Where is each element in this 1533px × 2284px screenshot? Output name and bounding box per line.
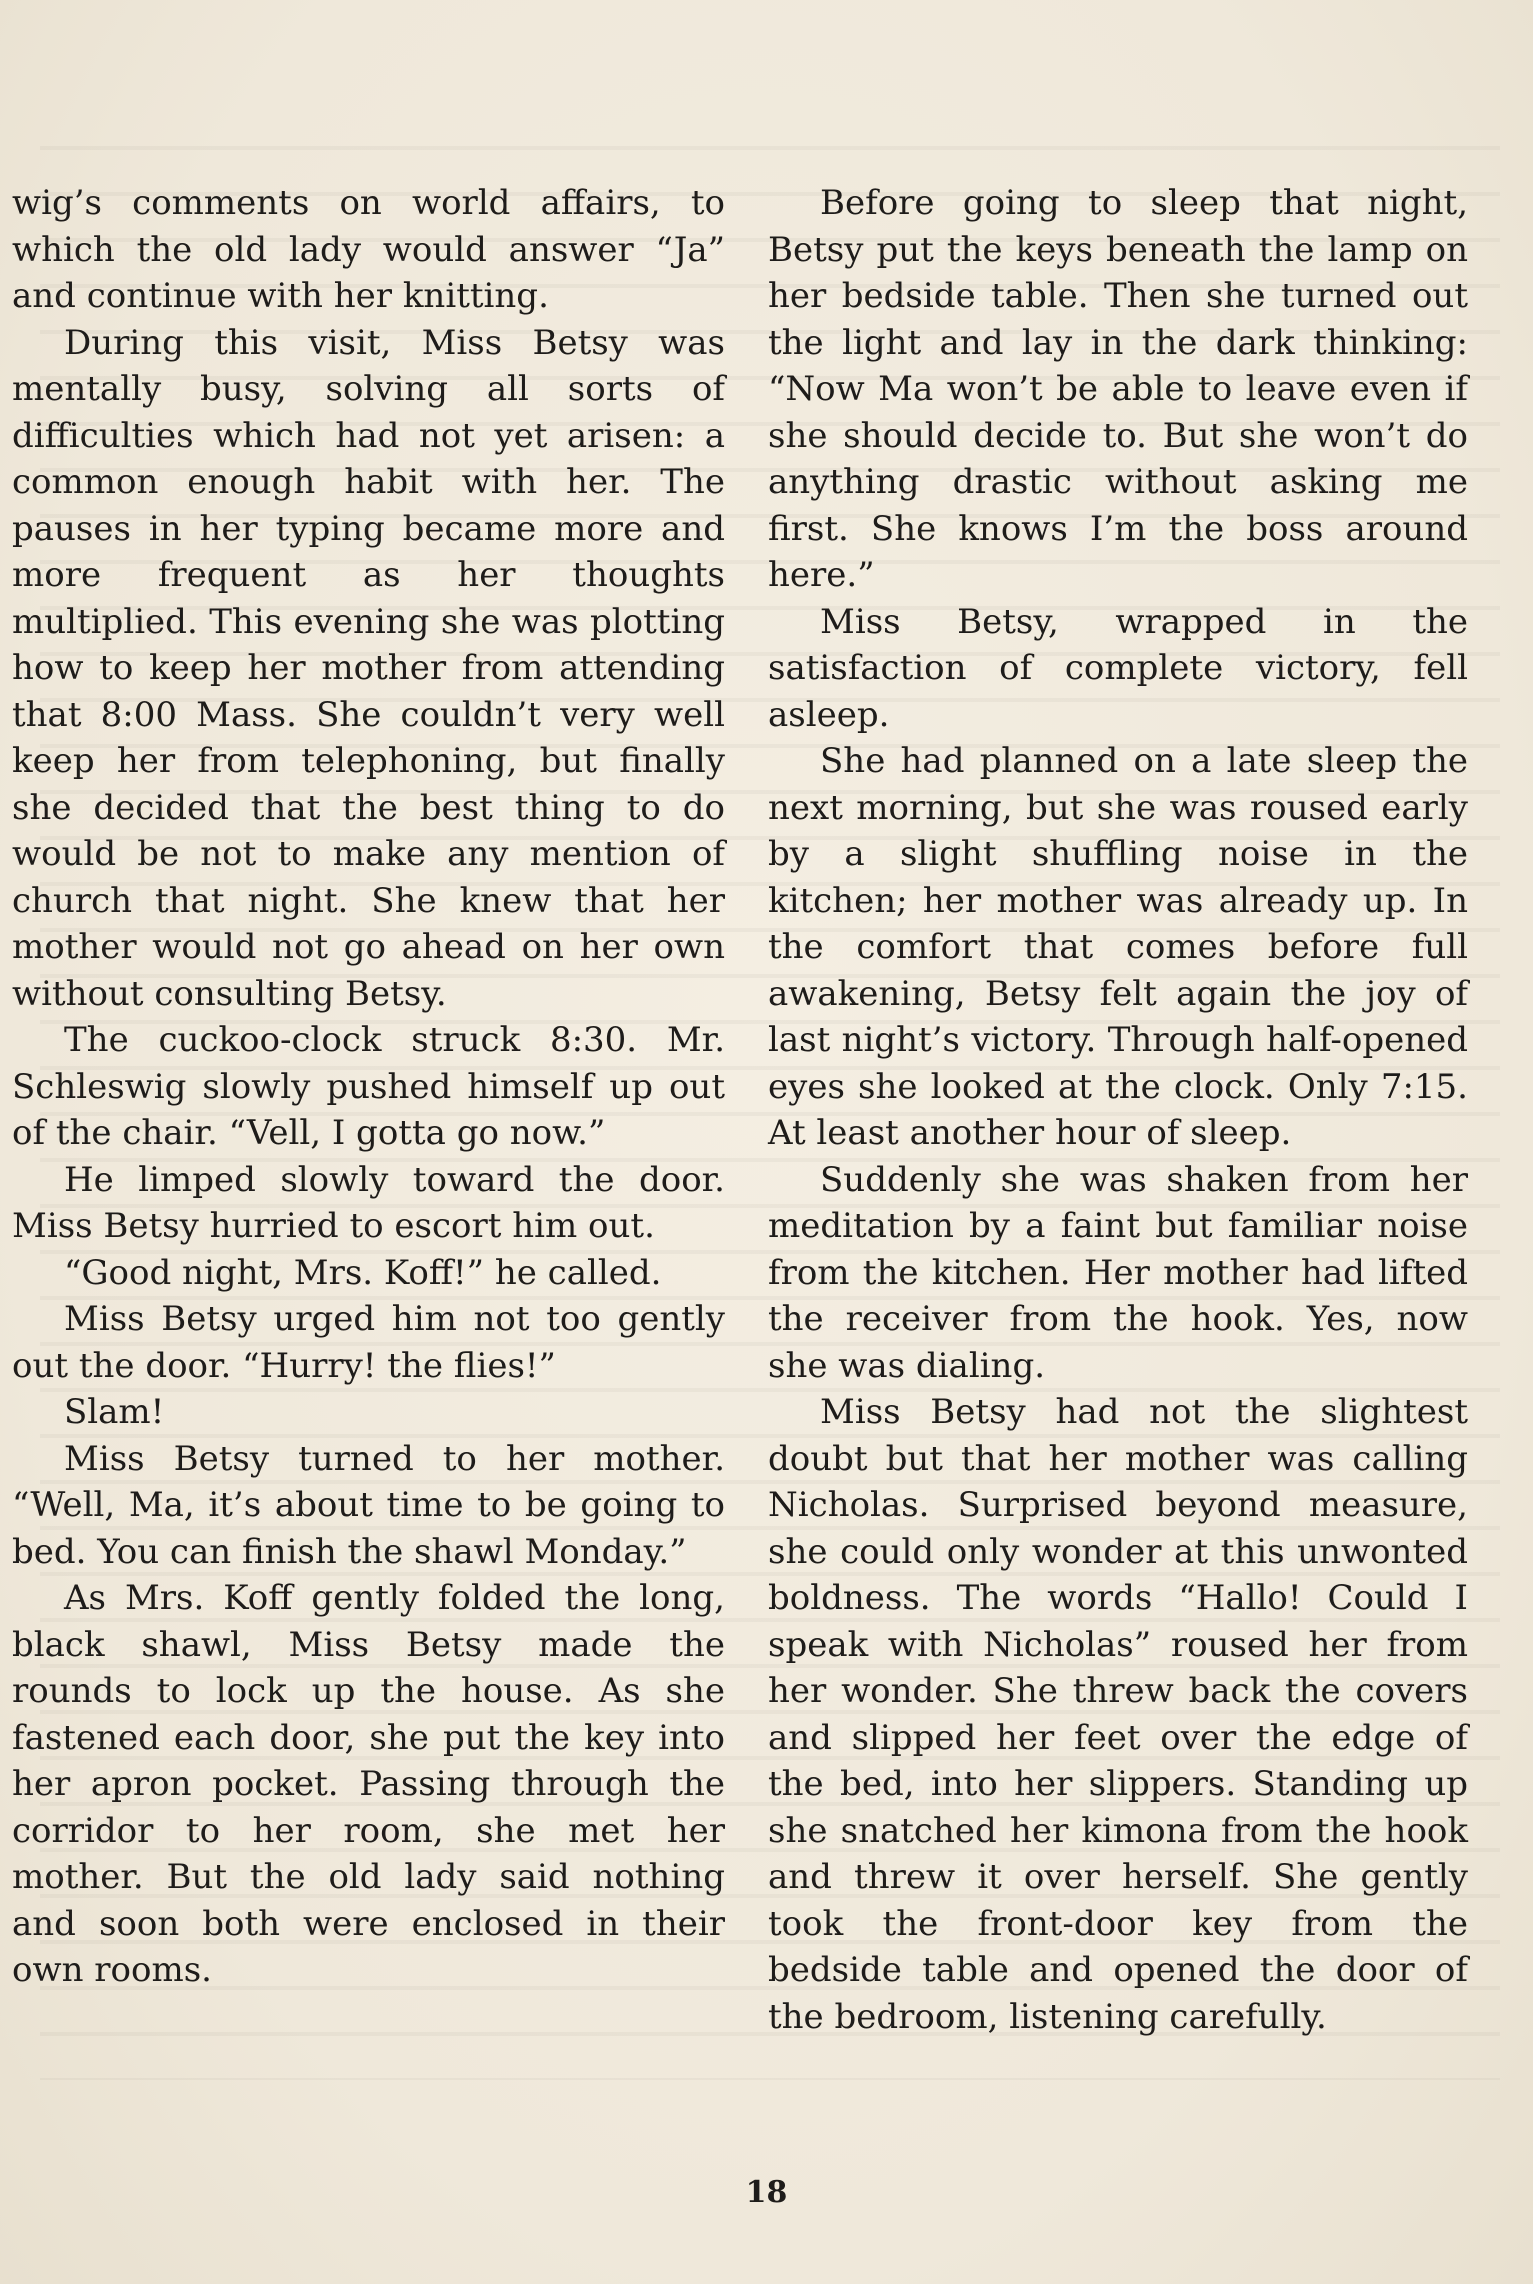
paragraph: The cuckoo-clock struck 8:30. Mr. Schleswig slowly pushed himself up out of the chair. “Vell, I gotta go now.” bbox=[12, 1020, 725, 1153]
paragraph: “Good night, Mrs. Koff!” he called. bbox=[64, 1252, 662, 1293]
paragraph: He limped slowly toward the door. Miss Betsy hurried to escort him out. bbox=[12, 1159, 725, 1246]
paragraph: Miss Betsy turned to her mother. “Well, Ma, it’s about time to be going to bed. You can finish the shawl Monday.” bbox=[12, 1438, 725, 1572]
page-number: 18 bbox=[745, 2175, 788, 2210]
paragraph: Suddenly she was shaken from her meditation by a faint but familiar noise from the kitchen. Her mother had lifted the receiver from the hook. Yes, now she was dialing. bbox=[768, 1159, 1468, 1386]
paragraph: Before going to sleep that night, Betsy put the keys beneath the lamp on her bedside table. Then she turned out the light and lay in the dark thinking: “Now Ma won’t be able to leave even if she should decide to. But she won’t do anything drastic without asking me first. She knows I’m the boss around here.” bbox=[768, 183, 1468, 595]
paragraph: Miss Betsy urged him not too gently out the door. “Hurry! the flies!” bbox=[12, 1299, 725, 1386]
paragraph: During this visit, Miss Betsy was mentally busy, solving all sorts of difficulties which had not yet arisen: a common enough habit with her. The pauses in her typing became more and more frequent as her thoughts multiplied. This evening she was plotting how to keep her mother from attending that 8:00 Mass. She couldn’t very well keep her from telephoning, but finally she decided that the best thing to do would be not to make any mention of church that night. She knew that her mother would not go ahead on her own without consulting Betsy. bbox=[12, 322, 725, 1014]
right-text-column bbox=[768, 180, 1468, 2040]
paragraph: As Mrs. Koff gently folded the long, black shawl, Miss Betsy made the rounds to lock up the house. As she fastened each door, she put the key into her apron pocket. Passing through the corridor to her room, she met her mother. But the old lady said nothing and soon both were enclosed in their own rooms. bbox=[12, 1578, 725, 1990]
left-text-column bbox=[12, 180, 725, 1994]
paragraph: She had planned on a late sleep the next morning, but she was roused early by a slight shuffling noise in the kitchen; her mother was already up. In the comfort that comes before full awakening, Betsy felt again the joy of last night’s victory. Through half-opened eyes she looked at the clock. Only 7:15. At least another hour of sleep. bbox=[768, 741, 1468, 1153]
paragraph: Miss Betsy had not the slightest doubt but that her mother was calling Nicholas. Surprised beyond measure, she could only wonder at this unwonted boldness. The words “Hallo! Could I speak with Nicholas” roused her from her wonder. She threw back the covers and slipped her feet over the edge of the bed, into her slippers. Standing up she snatched her kimona from the hook and threw it over herself. She gently took the front-door key from the bedside table and opened the door of the bedroom, listening carefully. bbox=[768, 1392, 1468, 2037]
paragraph: Slam! bbox=[64, 1392, 165, 1432]
paragraph: Miss Betsy, wrapped in the satisfaction of complete victory, fell asleep. bbox=[768, 601, 1468, 735]
paragraph: wig’s comments on world affairs, to which the old lady would answer “Ja” and continue with her knitting. bbox=[12, 183, 725, 316]
